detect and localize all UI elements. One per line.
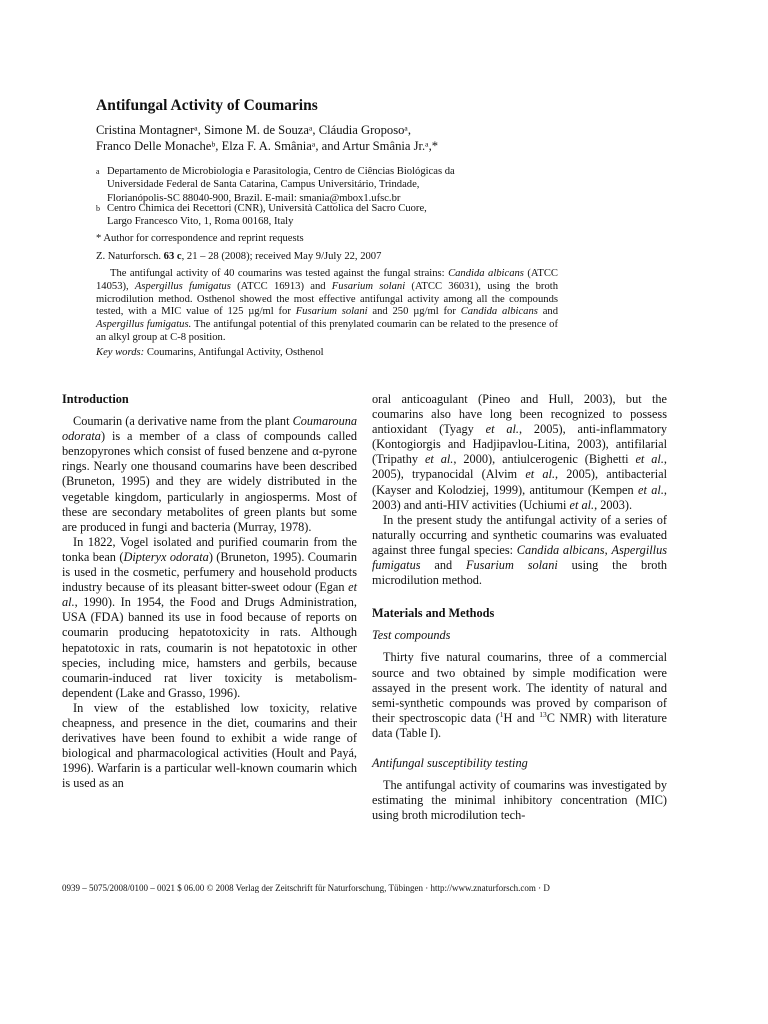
abstract-text: (ATCC 14053), [96, 268, 558, 292]
keywords-list: Coumarins, Antifungal Activity, Osthenol [144, 347, 324, 358]
journal-volume: 63 c [163, 251, 182, 262]
keywords [96, 347, 324, 358]
correspondence-note: * Author for correspondence and reprint requests [96, 233, 304, 244]
species-name: Fusarium solani [295, 306, 368, 318]
keywords-label: Key words: [96, 347, 145, 358]
citation-details: , 21 – 28 (2008); received May 9/July 22, 2007 [181, 251, 382, 262]
subsection-heading: Test compounds [372, 628, 451, 643]
paragraph: The antifungal activity of coumarins was investigated by estimating the minimal inhibitory concentration (MIC) using broth microdilution tech- [372, 778, 667, 823]
abstract-text: The antifungal activity of 40 coumarins was tested against the fungal strains: [110, 268, 449, 279]
species-name: Aspergillus fumigatus. [96, 319, 192, 331]
abstract-text: (ATCC 16913) and [230, 280, 332, 292]
affiliation-line: Florianópolis-SC 88040-900, Brazil. E-mail: smania@mbox1.ufsc.br [107, 192, 401, 204]
affiliation-line: Largo Francesco Vito, 1, Roma 00168, Italy [107, 216, 294, 228]
paragraph: Thirty five natural coumarins, three of a commercial source and two obtained by simple modification were assayed in the present work. The identity of natural and semi-synthetic compounds was proved by comparison of their spectroscopic data ($^1$H and $^{13}$C NMR) with literature data (Table I). [372, 650, 667, 740]
citation [96, 251, 381, 262]
affiliation-a [96, 165, 566, 205]
species-name: Candida albicans [460, 306, 538, 318]
section-heading-methods: Materials and Methods [372, 606, 495, 621]
species-name: Fusarium solani [331, 280, 406, 292]
subsection-heading: Antifungal susceptibility testing [372, 755, 528, 770]
species-name: Aspergillus fumigatus [134, 280, 231, 292]
affiliation-line: Departamento de Microbiologia e Parasitologia, Centro de Ciências Biológicas da [107, 166, 455, 177]
paragraph: Coumarin (a derivative name from the plant Coumarouna odorata) is a member of a class of compounds called benzopyrones which consist of fused benzene and α-pyrone rings. Nearly one thousand coumarins have been described (Bruneton, 1995) and they are widely distributed in the vegetable kingdom, particularly in angiosperms. Most of these are secondary metabolites of green plants but some are produced in fungi and bacteria (Murray, 1978). [62, 414, 358, 534]
right-column [372, 392, 667, 823]
affiliation-line: Universidade Federal de Santa Catarina, Campus Universitário, Trindade, [107, 179, 420, 191]
authors-line-1: Cristina Montagnerᵃ, Simone M. de Souzaᵃ, Cláudia Groposoᵃ, [96, 123, 411, 137]
affiliation-mark: a [96, 167, 100, 176]
paragraph: In view of the established low toxicity, relative cheapness, and presence in the diet, coumarins and their derivatives have been found to exhibit a wide range of biological and pharmacological activities (Hoult and Payá, 1996). Warfarin is a particular well-known coumarin which is used as an [62, 700, 357, 791]
page-footer: 0939 – 5075/2008/0100 – 0021 $ 06.00 © 2008 Verlag der Zeitschrift für Naturforschung, Tübingen · http://www.znaturforsch.com · D [62, 883, 550, 893]
affiliation-mark: b [96, 204, 100, 213]
abstract-text: and 250 µg/ml for [367, 306, 461, 318]
affiliation-b [96, 202, 566, 229]
abstract-text: (ATCC 36031), using the broth microdilution method. Osthenol showed the most effective antifungal activity among all the compounds tested, with a MIC value of 125 µg/ml for [96, 280, 558, 318]
paragraph: In the present study the antifungal activity of a series of naturally occurring and synthetic coumarins was evaluated against three fungal species: Candida albicans, Aspergillus fumigatus and Fusarium solani using the broth microdilution method. [372, 512, 668, 588]
authors-line-2: Franco Delle Monacheᵇ, Elza F. A. Smâniaᵃ, and Artur Smânia Jr.ᵃ,* [96, 139, 439, 153]
section-heading-introduction: Introduction [62, 392, 129, 406]
paper-title: Antifungal Activity of Coumarins [96, 97, 318, 114]
journal-name: Z. Naturforsch. [96, 251, 162, 262]
affiliation-line: Centro Chimica dei Recettori (CNR), Università Cattolica del Sacro Cuore, [107, 203, 427, 214]
abstract-text: and [537, 306, 558, 318]
paragraph: In 1822, Vogel isolated and purified coumarin from the tonka bean (Dipteryx odorata) (Bruneton, 1995). Coumarin is used in the cosmetic, perfumery and household products industry because of its pleasant bitter-sweet odour (Egan et al., 1990). In 1954, the Food and Drugs Administration, USA (FDA) banned its use in food because of reports on coumarin producing hepatotoxicity in rats. Although hepatotoxic in rats, coumarin is not hepatotoxic in other species, including mice, hamsters and gerbils, because coumarin-induced rat liver toxicity is metabolism-dependent (Lake and Grasso, 1996). [62, 534, 357, 700]
paragraph: oral anticoagulant (Pineo and Hull, 2003), but the coumarins also have long been recognized to possess antioxidant (Tyagy et al., 2005), anti-inflammatory (Kontogiorgis and Hadjipavlou-Litina, 2003), antifilarial (Tripathy et al., 2000), antiulcerogenic (Bighetti et al., 2005), trypanocidal (Alvim et al., 2005), antibacterial (Kayser and Kolodziej, 1999), antitumour (Kempen et al., 2003) and anti-HIV activities (Uchiumi et al., 2003). [372, 392, 667, 512]
abstract-text: The antifungal potential of this prenylated coumarin can be related to the presence of an alkyl group at C-8 position. [96, 319, 558, 343]
left-column [62, 392, 357, 791]
species-name: Candida albicans [448, 268, 524, 279]
abstract [96, 268, 558, 345]
